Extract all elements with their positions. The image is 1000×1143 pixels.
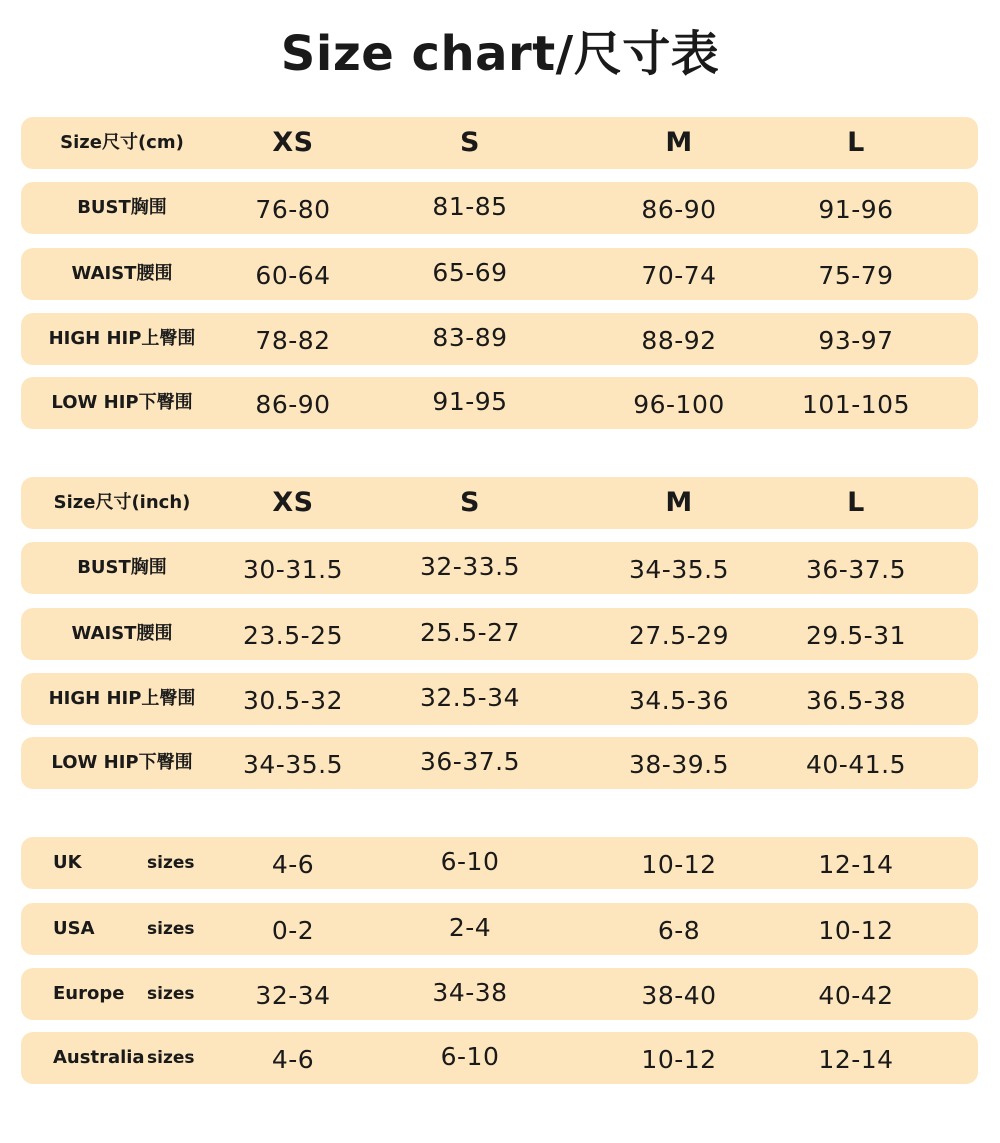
value-cell: 6-10 xyxy=(440,1042,500,1071)
value-cell: 4-6 xyxy=(271,850,315,879)
row-label: LOW HIP下臀围 xyxy=(51,752,193,773)
value-cell: 76-80 xyxy=(255,195,331,224)
value-cell: 38-40 xyxy=(641,981,717,1010)
cm-row-bust xyxy=(21,182,978,234)
value-cell: 2-4 xyxy=(448,913,492,942)
value-cell: 101-105 xyxy=(802,390,910,419)
value-cell: 70-74 xyxy=(641,261,717,290)
region-label: Europe xyxy=(53,983,125,1004)
region-suffix: sizes xyxy=(147,853,195,873)
region-suffix: sizes xyxy=(147,919,195,939)
row-label: HIGH HIP上臀围 xyxy=(48,328,196,349)
value-cell: 91-96 xyxy=(818,195,894,224)
value-cell: 12-14 xyxy=(818,1045,894,1074)
row-label: Size尺寸(inch) xyxy=(53,492,191,513)
region-label: USA xyxy=(53,918,95,939)
row-label: Size尺寸(cm) xyxy=(60,132,184,153)
value-cell: 4-6 xyxy=(271,1045,315,1074)
region-row-europe xyxy=(21,968,978,1020)
value-cell: 36-37.5 xyxy=(420,747,520,776)
value-cell: 12-14 xyxy=(818,850,894,879)
row-label: WAIST腰围 xyxy=(71,623,173,644)
value-cell: 30-31.5 xyxy=(243,555,343,584)
row-label: BUST胸围 xyxy=(77,197,167,218)
region-label: UK xyxy=(53,852,82,873)
size-header-l: L xyxy=(847,127,865,158)
value-cell: 32.5-34 xyxy=(420,683,520,712)
region-row-usa xyxy=(21,903,978,955)
row-label: LOW HIP下臀围 xyxy=(51,392,193,413)
value-cell: 86-90 xyxy=(641,195,717,224)
value-cell: 88-92 xyxy=(641,326,717,355)
cm-header-row xyxy=(21,117,978,169)
value-cell: 83-89 xyxy=(432,323,508,352)
value-cell: 34-35.5 xyxy=(629,555,729,584)
value-cell: 34-35.5 xyxy=(243,750,343,779)
region-row-australia xyxy=(21,1032,978,1084)
size-header-xs: XS xyxy=(272,487,314,518)
inch-row-waist xyxy=(21,608,978,660)
value-cell: 60-64 xyxy=(255,261,331,290)
value-cell: 40-41.5 xyxy=(806,750,906,779)
row-label: HIGH HIP上臀围 xyxy=(48,688,196,709)
inch-header-row xyxy=(21,477,978,529)
size-header-m: M xyxy=(665,487,693,518)
value-cell: 38-39.5 xyxy=(629,750,729,779)
size-header-m: M xyxy=(665,127,693,158)
region-suffix: sizes xyxy=(147,984,195,1004)
value-cell: 10-12 xyxy=(818,916,894,945)
row-label: WAIST腰围 xyxy=(71,263,173,284)
size-header-s: S xyxy=(460,127,480,158)
inch-row-low-hip xyxy=(21,737,978,789)
value-cell: 6-8 xyxy=(657,916,701,945)
value-cell: 32-33.5 xyxy=(420,552,520,581)
value-cell: 34-38 xyxy=(432,978,508,1007)
size-header-l: L xyxy=(847,487,865,518)
value-cell: 10-12 xyxy=(641,850,717,879)
value-cell: 96-100 xyxy=(633,390,725,419)
cm-row-waist xyxy=(21,248,978,300)
row-label: BUST胸围 xyxy=(77,557,167,578)
region-row-uk xyxy=(21,837,978,889)
inch-row-bust xyxy=(21,542,978,594)
value-cell: 25.5-27 xyxy=(420,618,520,647)
value-cell: 75-79 xyxy=(818,261,894,290)
value-cell: 32-34 xyxy=(255,981,331,1010)
value-cell: 29.5-31 xyxy=(806,621,906,650)
cm-row-low-hip xyxy=(21,377,978,429)
value-cell: 0-2 xyxy=(271,916,315,945)
value-cell: 93-97 xyxy=(818,326,894,355)
value-cell: 27.5-29 xyxy=(629,621,729,650)
region-suffix: sizes xyxy=(147,1048,195,1068)
value-cell: 10-12 xyxy=(641,1045,717,1074)
value-cell: 81-85 xyxy=(432,192,508,221)
size-header-xs: XS xyxy=(272,127,314,158)
inch-row-high-hip xyxy=(21,673,978,725)
value-cell: 6-10 xyxy=(440,847,500,876)
value-cell: 34.5-36 xyxy=(629,686,729,715)
value-cell: 91-95 xyxy=(432,387,508,416)
cm-row-high-hip xyxy=(21,313,978,365)
size-header-s: S xyxy=(460,487,480,518)
value-cell: 40-42 xyxy=(818,981,894,1010)
value-cell: 65-69 xyxy=(432,258,508,287)
page-title: Size chart/尺寸表 xyxy=(280,26,720,82)
value-cell: 78-82 xyxy=(255,326,331,355)
value-cell: 36-37.5 xyxy=(806,555,906,584)
value-cell: 86-90 xyxy=(255,390,331,419)
value-cell: 23.5-25 xyxy=(243,621,343,650)
region-label: Australia xyxy=(53,1047,145,1068)
value-cell: 36.5-38 xyxy=(806,686,906,715)
value-cell: 30.5-32 xyxy=(243,686,343,715)
